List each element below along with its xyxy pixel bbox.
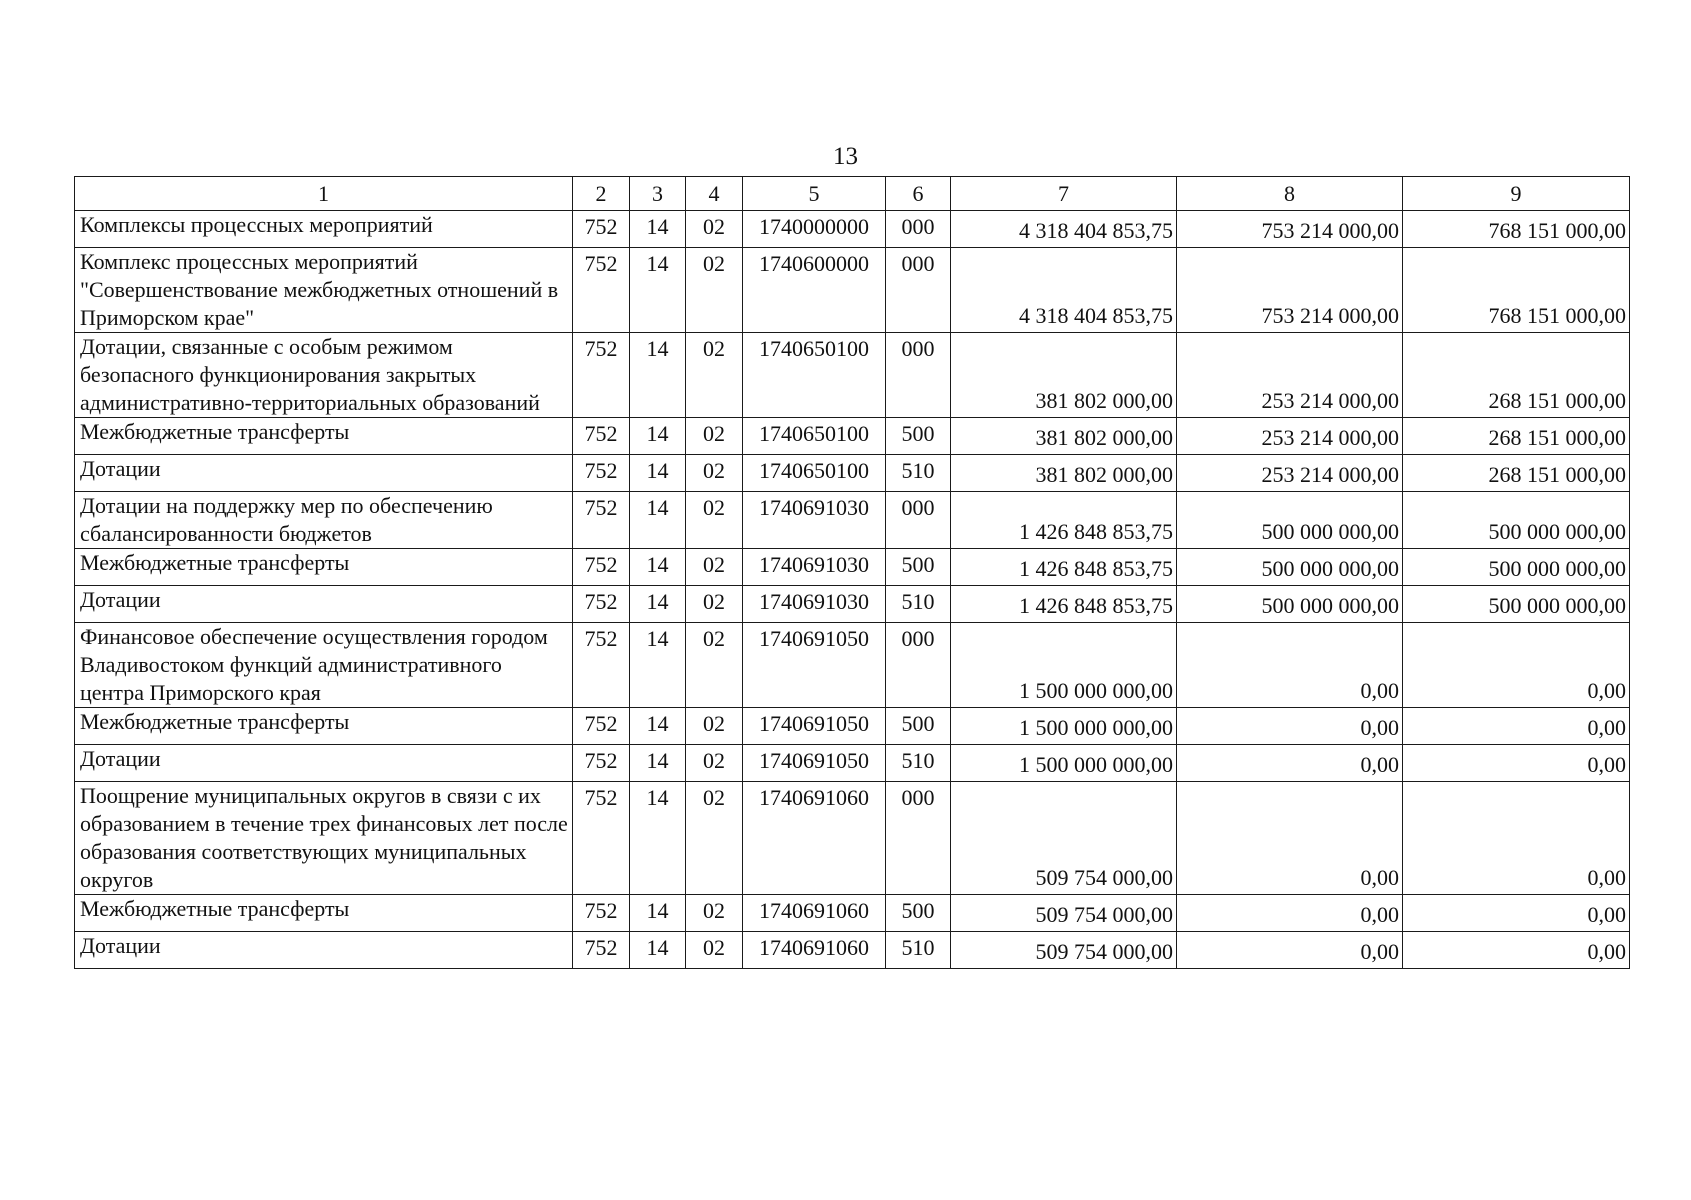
section-code: 14 (630, 586, 686, 623)
table-row (75, 492, 1630, 549)
amount-col9: 0,00 (1403, 745, 1630, 782)
target-article-code: 1740691060 (743, 782, 886, 895)
column-header: 1 (75, 177, 573, 211)
target-article-code: 1740691060 (743, 895, 886, 932)
expense-type-code: 510 (886, 586, 951, 623)
admin-code: 752 (573, 211, 630, 248)
column-header: 7 (951, 177, 1177, 211)
subsection-code: 02 (686, 333, 743, 418)
expense-type-code: 510 (886, 455, 951, 492)
section-code: 14 (630, 333, 686, 418)
subsection-code: 02 (686, 623, 743, 708)
amount-col8: 500 000 000,00 (1177, 492, 1403, 549)
admin-code: 752 (573, 895, 630, 932)
item-name: Финансовое обеспечение осуществления городом Владивостоком функций административного центра Приморского края (75, 623, 573, 708)
section-code: 14 (630, 549, 686, 586)
expense-type-code: 000 (886, 333, 951, 418)
admin-code: 752 (573, 492, 630, 549)
amount-col7: 1 426 848 853,75 (951, 549, 1177, 586)
item-name: Дотации (75, 586, 573, 623)
table-row (75, 418, 1630, 455)
item-name: Комплексы процессных мероприятий (75, 211, 573, 248)
expense-type-code: 500 (886, 418, 951, 455)
admin-code: 752 (573, 248, 630, 333)
admin-code: 752 (573, 932, 630, 969)
amount-col7: 1 500 000 000,00 (951, 745, 1177, 782)
amount-col9: 0,00 (1403, 708, 1630, 745)
amount-col9: 0,00 (1403, 782, 1630, 895)
amount-col7: 1 426 848 853,75 (951, 492, 1177, 549)
item-name: Дотации, связанные с особым режимом безопасного функционирования закрытых административно-территориальных образований (75, 333, 573, 418)
admin-code: 752 (573, 333, 630, 418)
table-row (75, 745, 1630, 782)
amount-col7: 509 754 000,00 (951, 782, 1177, 895)
amount-col9: 500 000 000,00 (1403, 586, 1630, 623)
table-row (75, 248, 1630, 333)
amount-col8: 253 214 000,00 (1177, 418, 1403, 455)
subsection-code: 02 (686, 708, 743, 745)
expense-type-code: 500 (886, 708, 951, 745)
amount-col8: 0,00 (1177, 708, 1403, 745)
column-header: 9 (1403, 177, 1630, 211)
table-row (75, 782, 1630, 895)
item-name: Дотации (75, 932, 573, 969)
amount-col9: 500 000 000,00 (1403, 549, 1630, 586)
subsection-code: 02 (686, 586, 743, 623)
target-article-code: 1740691030 (743, 586, 886, 623)
amount-col9: 768 151 000,00 (1403, 211, 1630, 248)
item-name: Межбюджетные трансферты (75, 549, 573, 586)
subsection-code: 02 (686, 782, 743, 895)
amount-col8: 0,00 (1177, 745, 1403, 782)
item-name: Комплекс процессных мероприятий "Совершенствование межбюджетных отношений в Приморском крае" (75, 248, 573, 333)
amount-col7: 381 802 000,00 (951, 418, 1177, 455)
section-code: 14 (630, 492, 686, 549)
table-row (75, 211, 1630, 248)
amount-col8: 0,00 (1177, 932, 1403, 969)
subsection-code: 02 (686, 418, 743, 455)
amount-col7: 381 802 000,00 (951, 333, 1177, 418)
amount-col8: 500 000 000,00 (1177, 549, 1403, 586)
amount-col8: 0,00 (1177, 895, 1403, 932)
item-name: Дотации (75, 455, 573, 492)
target-article-code: 1740691030 (743, 549, 886, 586)
target-article-code: 1740691050 (743, 708, 886, 745)
section-code: 14 (630, 211, 686, 248)
amount-col7: 4 318 404 853,75 (951, 248, 1177, 333)
amount-col8: 753 214 000,00 (1177, 211, 1403, 248)
admin-code: 752 (573, 745, 630, 782)
section-code: 14 (630, 708, 686, 745)
target-article-code: 1740650100 (743, 333, 886, 418)
admin-code: 752 (573, 549, 630, 586)
column-header: 8 (1177, 177, 1403, 211)
table-row (75, 932, 1630, 969)
column-header: 4 (686, 177, 743, 211)
target-article-code: 1740650100 (743, 418, 886, 455)
target-article-code: 1740000000 (743, 211, 886, 248)
page-number: 13 (833, 143, 858, 170)
amount-col7: 1 500 000 000,00 (951, 708, 1177, 745)
expense-type-code: 000 (886, 211, 951, 248)
amount-col7: 509 754 000,00 (951, 895, 1177, 932)
table-body (75, 211, 1630, 969)
amount-col7: 4 318 404 853,75 (951, 211, 1177, 248)
amount-col9: 500 000 000,00 (1403, 492, 1630, 549)
table-row (75, 708, 1630, 745)
table-row (75, 549, 1630, 586)
target-article-code: 1740600000 (743, 248, 886, 333)
expense-type-code: 000 (886, 492, 951, 549)
target-article-code: 1740691060 (743, 932, 886, 969)
expense-type-code: 000 (886, 623, 951, 708)
expense-type-code: 500 (886, 549, 951, 586)
subsection-code: 02 (686, 895, 743, 932)
budget-table (74, 176, 1630, 969)
amount-col9: 268 151 000,00 (1403, 333, 1630, 418)
amount-col8: 500 000 000,00 (1177, 586, 1403, 623)
table-row (75, 586, 1630, 623)
amount-col9: 268 151 000,00 (1403, 455, 1630, 492)
section-code: 14 (630, 455, 686, 492)
subsection-code: 02 (686, 248, 743, 333)
item-name: Дотации (75, 745, 573, 782)
subsection-code: 02 (686, 745, 743, 782)
section-code: 14 (630, 932, 686, 969)
expense-type-code: 000 (886, 248, 951, 333)
amount-col8: 753 214 000,00 (1177, 248, 1403, 333)
amount-col9: 0,00 (1403, 895, 1630, 932)
admin-code: 752 (573, 418, 630, 455)
subsection-code: 02 (686, 492, 743, 549)
table-row (75, 455, 1630, 492)
admin-code: 752 (573, 623, 630, 708)
amount-col7: 1 500 000 000,00 (951, 623, 1177, 708)
section-code: 14 (630, 895, 686, 932)
subsection-code: 02 (686, 932, 743, 969)
amount-col8: 0,00 (1177, 782, 1403, 895)
amount-col8: 253 214 000,00 (1177, 333, 1403, 418)
column-header: 3 (630, 177, 686, 211)
table-row (75, 623, 1630, 708)
item-name: Межбюджетные трансферты (75, 895, 573, 932)
column-header: 5 (743, 177, 886, 211)
amount-col9: 268 151 000,00 (1403, 418, 1630, 455)
section-code: 14 (630, 623, 686, 708)
column-header: 2 (573, 177, 630, 211)
amount-col9: 0,00 (1403, 932, 1630, 969)
section-code: 14 (630, 782, 686, 895)
item-name: Дотации на поддержку мер по обеспечению сбалансированности бюджетов (75, 492, 573, 549)
expense-type-code: 510 (886, 745, 951, 782)
admin-code: 752 (573, 586, 630, 623)
amount-col7: 381 802 000,00 (951, 455, 1177, 492)
admin-code: 752 (573, 708, 630, 745)
amount-col9: 0,00 (1403, 623, 1630, 708)
section-code: 14 (630, 418, 686, 455)
section-code: 14 (630, 248, 686, 333)
section-code: 14 (630, 745, 686, 782)
admin-code: 752 (573, 782, 630, 895)
amount-col8: 253 214 000,00 (1177, 455, 1403, 492)
subsection-code: 02 (686, 549, 743, 586)
subsection-code: 02 (686, 455, 743, 492)
table-header-row (75, 177, 1630, 211)
expense-type-code: 000 (886, 782, 951, 895)
amount-col8: 0,00 (1177, 623, 1403, 708)
amount-col7: 509 754 000,00 (951, 932, 1177, 969)
target-article-code: 1740691050 (743, 623, 886, 708)
item-name: Межбюджетные трансферты (75, 418, 573, 455)
item-name: Межбюджетные трансферты (75, 708, 573, 745)
expense-type-code: 500 (886, 895, 951, 932)
item-name: Поощрение муниципальных округов в связи с их образованием в течение трех финансовых лет после образования соответствующих муниципальных округов (75, 782, 573, 895)
amount-col9: 768 151 000,00 (1403, 248, 1630, 333)
column-header: 6 (886, 177, 951, 211)
subsection-code: 02 (686, 211, 743, 248)
table-row (75, 333, 1630, 418)
target-article-code: 1740691030 (743, 492, 886, 549)
target-article-code: 1740691050 (743, 745, 886, 782)
admin-code: 752 (573, 455, 630, 492)
target-article-code: 1740650100 (743, 455, 886, 492)
table-row (75, 895, 1630, 932)
amount-col7: 1 426 848 853,75 (951, 586, 1177, 623)
expense-type-code: 510 (886, 932, 951, 969)
